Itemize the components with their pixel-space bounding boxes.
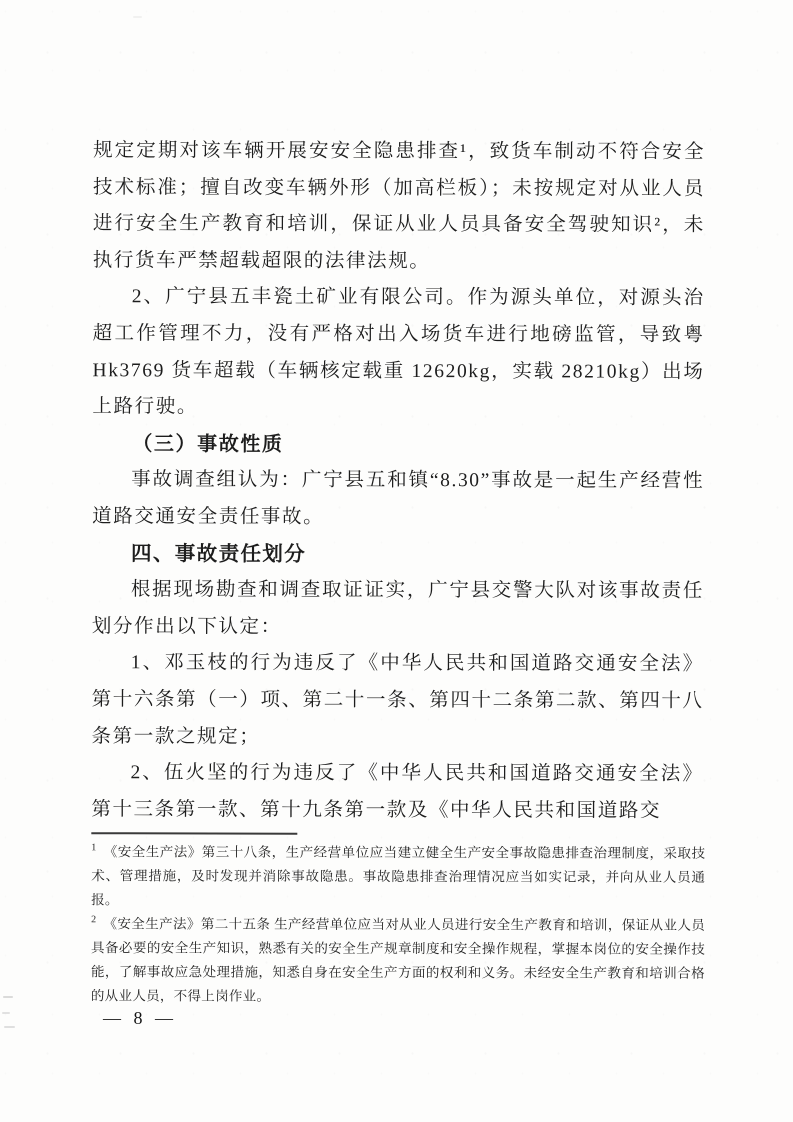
body-paragraph-continuation: 规定定期对该车辆开展安安全隐患排查¹，致货车制动不符合安全技术标准；擅自改变车辆外形（加高栏板）；未按规定对从业人员进行安全生产教育和培训，保证从业人员具备安全驾驶知识²，未执行货车严禁超载超限的法律法规。	[92, 140, 706, 272]
document-body	[91, 133, 705, 1009]
footnotes-section	[91, 840, 705, 1010]
footnote-marker-2: 2	[91, 914, 97, 926]
body-paragraph: 2、广宁县五丰瓷土矿业有限公司。作为源头单位，对源头治超工作管理不力，没有严格对出入场货车进行地磅监管，导致粤 Hk3769 货车超载（车辆核定载重 12620kg，实载 28210kg）出场上路行驶。	[92, 286, 705, 418]
scan-artifact	[3, 996, 13, 998]
section-heading-accident-nature: （三）事故性质	[132, 433, 284, 456]
footnote-marker-1: 1	[91, 842, 97, 854]
body-paragraph: 根据现场勘查和调查取证证实，广宁县交警大队对该事故责任划分作出以下认定：	[91, 579, 704, 638]
scan-artifact	[2, 1012, 10, 1014]
body-paragraph-item-1: 1、邓玉枝的行为违反了《中华人民共和国道路交通安全法》第十六条第（一）项、第二十一条、第四十二条第二款、第四十八条第一款之规定；	[91, 652, 704, 748]
body-paragraph: 事故调查组认为：广宁县五和镇“8.30”事故是一起生产经营性道路交通安全责任事故。	[92, 469, 705, 528]
footnote-1-text: 《安全生产法》第三十八条，生产经营单位应当建立健全生产安全事故隐患排查治理制度，采取技术、管理措施，及时发现并消除事故隐患。事故隐患排查治理情况应当如实记录，并向从业人员通报。	[91, 844, 706, 908]
scan-artifact	[4, 1026, 15, 1028]
footnote-separator	[91, 832, 297, 834]
body-paragraph-item-2: 2、伍火坚的行为违反了《中华人民共和国道路交通安全法》第十三条第一款、第十九条第一款及《中华人民共和国道路交	[91, 762, 704, 822]
footnote-2	[91, 912, 705, 1010]
chapter-heading-responsibility-division: 四、事故责任划分	[130, 541, 307, 566]
page-number: — 8 —	[103, 1008, 177, 1028]
footnote-1	[91, 840, 705, 914]
footnote-2-text: 《安全生产法》第二十五条 生产经营单位应当对从业人员进行安全生产教育和培训，保证从业人员具备必要的安全生产知识，熟悉有关的安全生产规章制度和安全操作规程，掌握本岗位的安全操作技能，了解事故应急处理措施，知悉自身在安全生产方面的权利和义务。未经安全生产教育和培训合格的从业人员，不得上岗作业。	[90, 916, 706, 1004]
scan-artifact	[133, 16, 142, 18]
